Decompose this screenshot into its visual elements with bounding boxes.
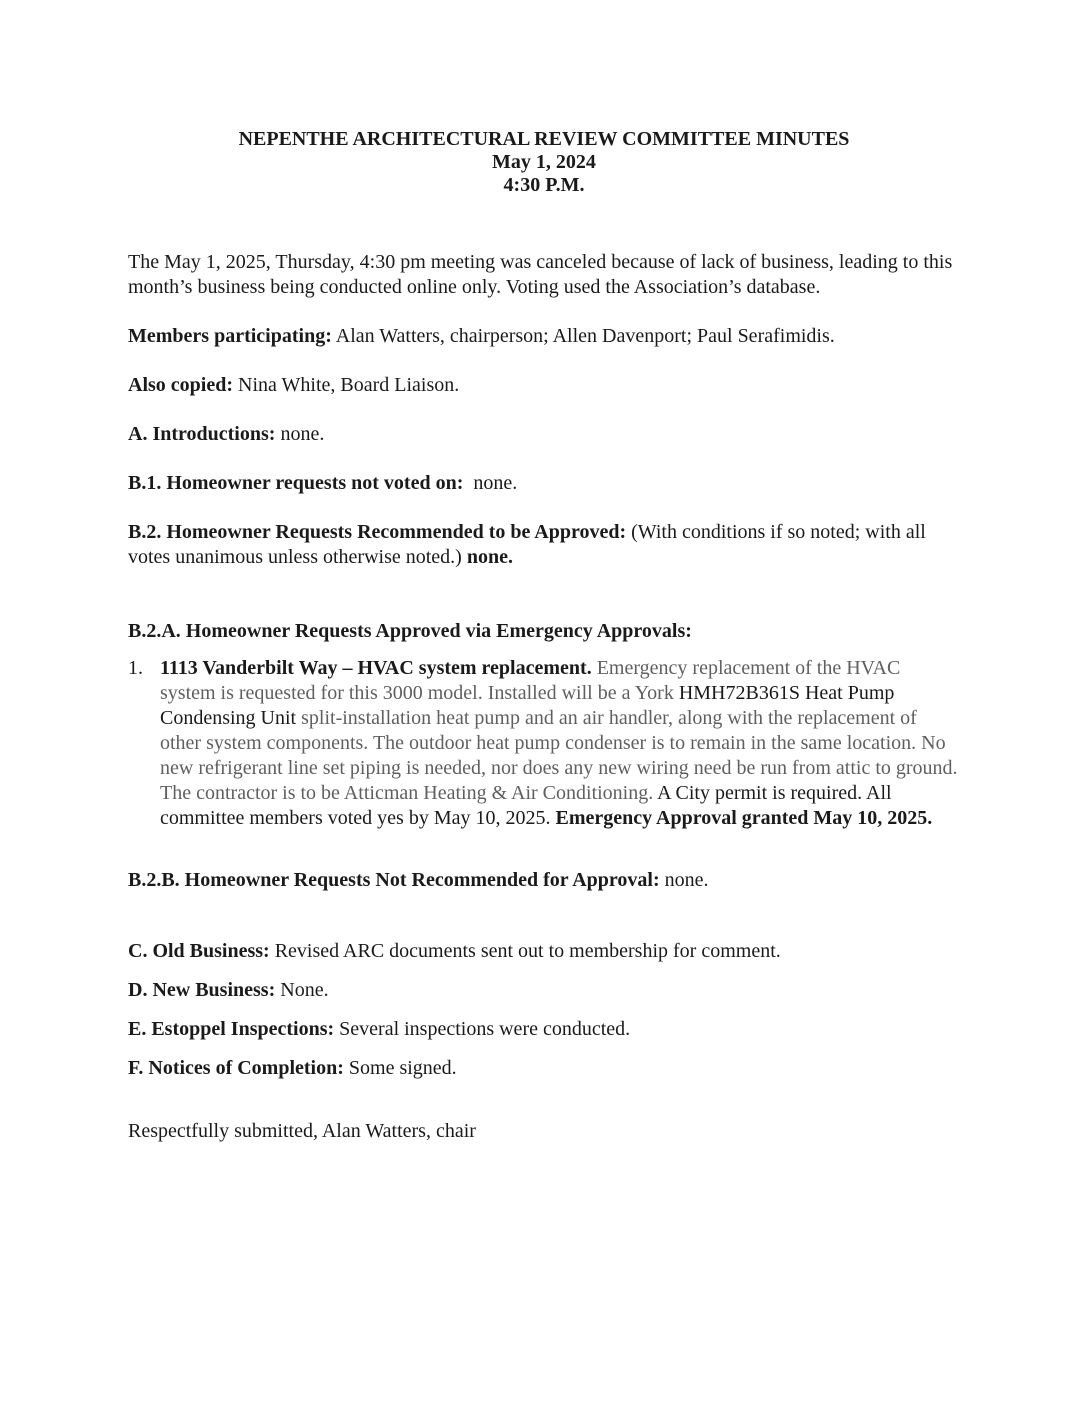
list-item-text-2: split-installation heat pump and an air handler, along with the replacement of other system components. The outdoor heat pump condenser is to remain in the same location. No new refrigerant line set piping is needed, nor does any new wiring need be run from attic to ground. The contractor is to be Atticman Heating & Air Conditioning. — [160, 707, 958, 804]
list-item-number: 1. — [128, 657, 143, 679]
section-f-label: F. Notices of Completion: — [128, 1057, 344, 1079]
section-e — [128, 1017, 960, 1042]
section-b1-text: none. — [463, 472, 518, 494]
meeting-time: 4:30 P.M. — [503, 174, 585, 196]
copied-text: Nina White, Board Liaison. — [233, 374, 460, 396]
section-b2-result: none. — [466, 546, 513, 568]
list-item-body — [160, 656, 960, 831]
section-f — [128, 1056, 960, 1081]
section-a-text: none. — [275, 423, 325, 445]
section-f-text: Some signed. — [343, 1057, 457, 1079]
section-b1-label: B.1. Homeowner requests not voted on: — [128, 472, 464, 494]
section-a — [128, 422, 960, 447]
equipment-model: HMH72B361S Heat Pump Condensing Unit — [160, 682, 895, 729]
list-item-text-1: Emergency replacement of the HVAC system is requested for this 3000 model. Installed will be a York — [160, 657, 901, 704]
section-b2a-heading — [128, 619, 960, 644]
section-c-label: C. Old Business: — [128, 940, 270, 962]
document-header — [128, 128, 960, 197]
section-d-label: D. New Business: — [128, 979, 276, 1001]
section-b2b-label: B.2.B. Homeowner Requests Not Recommended for Approval: — [128, 869, 660, 891]
list-item-heading: 1113 Vanderbilt Way – HVAC system replacement. — [160, 657, 592, 679]
section-b1 — [128, 471, 960, 496]
list-item — [128, 656, 960, 831]
copied-line — [128, 373, 960, 398]
document-title: NEPENTHE ARCHITECTURAL REVIEW COMMITTEE MINUTES — [238, 128, 850, 150]
members-text: Alan Watters, chairperson; Allen Davenport; Paul Serafimidis. — [331, 325, 835, 347]
meeting-date: May 1, 2024 — [492, 151, 596, 173]
section-b2a-label: B.2.A. Homeowner Requests Approved via Emergency Approvals: — [128, 620, 692, 642]
section-c-text: Revised ARC documents sent out to membership for comment. — [269, 940, 781, 962]
closing-signature: Respectfully submitted, Alan Watters, chair — [128, 1120, 476, 1142]
section-c — [128, 939, 960, 964]
section-e-label: E. Estoppel Inspections: — [128, 1018, 335, 1040]
section-d — [128, 978, 960, 1003]
section-e-text: Several inspections were conducted. — [334, 1018, 631, 1040]
document-page — [128, 128, 960, 1144]
members-label: Members participating: — [128, 325, 332, 347]
list-item-text-3: A City permit is required. All committee members voted yes by May 10, 2025. — [160, 782, 892, 829]
section-b2 — [128, 520, 960, 570]
section-b2b — [128, 868, 960, 893]
copied-label: Also copied: — [128, 374, 233, 396]
section-b2-text: (With conditions if so noted; with all votes unanimous unless otherwise noted.) — [128, 521, 926, 568]
members-line — [128, 324, 960, 349]
section-b2b-text: none. — [659, 869, 709, 891]
intro-paragraph: The May 1, 2025, Thursday, 4:30 pm meeting was canceled because of lack of business, leading to this month’s business being conducted online only. Voting used the Association’s database. — [128, 251, 953, 298]
section-a-label: A. Introductions: — [128, 423, 276, 445]
list-item-result: Emergency Approval granted May 10, 2025. — [555, 807, 933, 829]
section-b2-label: B.2. Homeowner Requests Recommended to be Approved: — [128, 521, 627, 543]
section-d-text: None. — [275, 979, 329, 1001]
